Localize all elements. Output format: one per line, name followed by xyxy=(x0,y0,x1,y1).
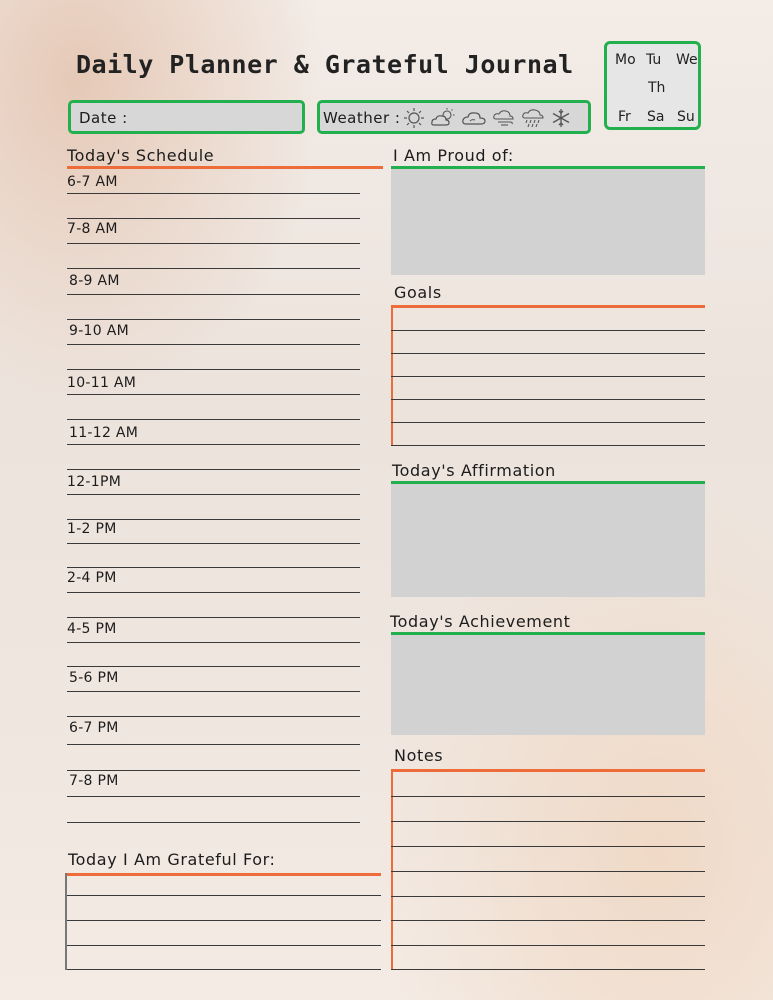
schedule-line[interactable] xyxy=(67,666,360,667)
schedule-title: Today's Schedule xyxy=(67,146,215,165)
notes-line[interactable] xyxy=(391,945,705,946)
time-slot-label: 10-11 AM xyxy=(67,375,137,391)
time-slot-label: 2-4 PM xyxy=(67,570,117,586)
time-slot-label: 12-1PM xyxy=(67,474,122,490)
notes-title: Notes xyxy=(394,746,444,765)
day-saturday[interactable]: Sa xyxy=(647,109,665,125)
rain-icon[interactable] xyxy=(521,107,545,129)
time-slot-label: 9-10 AM xyxy=(69,323,129,339)
time-slot-label: 4-5 PM xyxy=(67,621,117,637)
schedule-line[interactable] xyxy=(67,716,360,717)
grateful-margin xyxy=(65,873,67,970)
schedule-line[interactable] xyxy=(67,444,360,445)
time-slot-label: 11-12 AM xyxy=(69,425,139,441)
snowflake-icon[interactable] xyxy=(550,107,572,129)
schedule-line[interactable] xyxy=(67,344,360,345)
schedule-line[interactable] xyxy=(67,822,360,823)
time-slot-label: 1-2 PM xyxy=(67,521,117,537)
notes-line[interactable] xyxy=(391,846,705,847)
notes-divider xyxy=(391,769,705,772)
schedule-line[interactable] xyxy=(67,567,360,568)
grateful-title: Today I Am Grateful For: xyxy=(68,850,276,869)
goals-line[interactable] xyxy=(391,330,705,331)
schedule-line[interactable] xyxy=(67,642,360,643)
schedule-line[interactable] xyxy=(67,691,360,692)
schedule-line[interactable] xyxy=(67,543,360,544)
weather-label: Weather : xyxy=(323,109,401,127)
partly-cloudy-icon[interactable] xyxy=(430,107,456,129)
notes-line[interactable] xyxy=(391,796,705,797)
schedule-line[interactable] xyxy=(67,494,360,495)
schedule-line[interactable] xyxy=(67,369,360,370)
affirmation-title: Today's Affirmation xyxy=(392,461,556,480)
achievement-title: Today's Achievement xyxy=(390,612,571,631)
weather-field xyxy=(317,100,591,134)
schedule-line[interactable] xyxy=(67,519,360,520)
goals-line[interactable] xyxy=(391,399,705,400)
schedule-line[interactable] xyxy=(67,796,360,797)
schedule-line[interactable] xyxy=(67,268,360,269)
notes-line[interactable] xyxy=(391,969,705,970)
grateful-divider xyxy=(66,873,381,876)
achievement-text-area[interactable] xyxy=(391,635,705,735)
goals-line[interactable] xyxy=(391,422,705,423)
day-friday[interactable]: Fr xyxy=(618,109,631,125)
goals-title: Goals xyxy=(394,283,442,302)
schedule-line[interactable] xyxy=(67,394,360,395)
time-slot-label: 7-8 AM xyxy=(67,221,118,237)
day-monday[interactable]: Mo xyxy=(615,52,636,68)
grateful-line[interactable] xyxy=(67,945,381,946)
goals-line[interactable] xyxy=(391,353,705,354)
schedule-line[interactable] xyxy=(67,419,360,420)
notes-margin xyxy=(391,769,393,970)
time-slot-label: 8-9 AM xyxy=(69,273,120,289)
cloud-icon[interactable] xyxy=(461,107,487,129)
time-slot-label: 5-6 PM xyxy=(69,670,119,686)
schedule-line[interactable] xyxy=(67,193,360,194)
schedule-line[interactable] xyxy=(67,617,360,618)
date-field[interactable] xyxy=(68,100,305,134)
page-title: Daily Planner & Grateful Journal xyxy=(76,50,574,79)
goals-line[interactable] xyxy=(391,376,705,377)
goals-line[interactable] xyxy=(391,445,705,446)
notes-line[interactable] xyxy=(391,821,705,822)
weekday-selector xyxy=(604,41,701,130)
day-thursday[interactable]: Th xyxy=(648,80,666,96)
notes-line[interactable] xyxy=(391,896,705,897)
time-slot-label: 6-7 PM xyxy=(69,720,119,736)
schedule-line[interactable] xyxy=(67,744,360,745)
affirmation-text-area[interactable] xyxy=(391,484,705,597)
schedule-line[interactable] xyxy=(67,218,360,219)
schedule-line[interactable] xyxy=(67,592,360,593)
time-slot-label: 7-8 PM xyxy=(69,773,119,789)
schedule-line[interactable] xyxy=(67,770,360,771)
day-tuesday[interactable]: Tu xyxy=(646,52,662,68)
day-sunday[interactable]: Su xyxy=(677,109,695,125)
proud-text-area[interactable] xyxy=(391,169,705,275)
day-wednesday[interactable]: We xyxy=(676,52,698,68)
schedule-divider xyxy=(67,166,383,169)
proud-title: I Am Proud of: xyxy=(393,146,514,165)
goals-divider xyxy=(391,305,705,308)
schedule-line[interactable] xyxy=(67,319,360,320)
grateful-line[interactable] xyxy=(67,969,381,970)
date-label: Date : xyxy=(79,109,128,127)
notes-line[interactable] xyxy=(391,871,705,872)
schedule-line[interactable] xyxy=(67,294,360,295)
windy-icon[interactable] xyxy=(492,107,516,129)
sun-icon[interactable] xyxy=(403,107,425,129)
grateful-line[interactable] xyxy=(67,895,381,896)
schedule-line[interactable] xyxy=(67,469,360,470)
grateful-line[interactable] xyxy=(67,920,381,921)
notes-line[interactable] xyxy=(391,920,705,921)
schedule-line[interactable] xyxy=(67,243,360,244)
time-slot-label: 6-7 AM xyxy=(67,174,118,190)
